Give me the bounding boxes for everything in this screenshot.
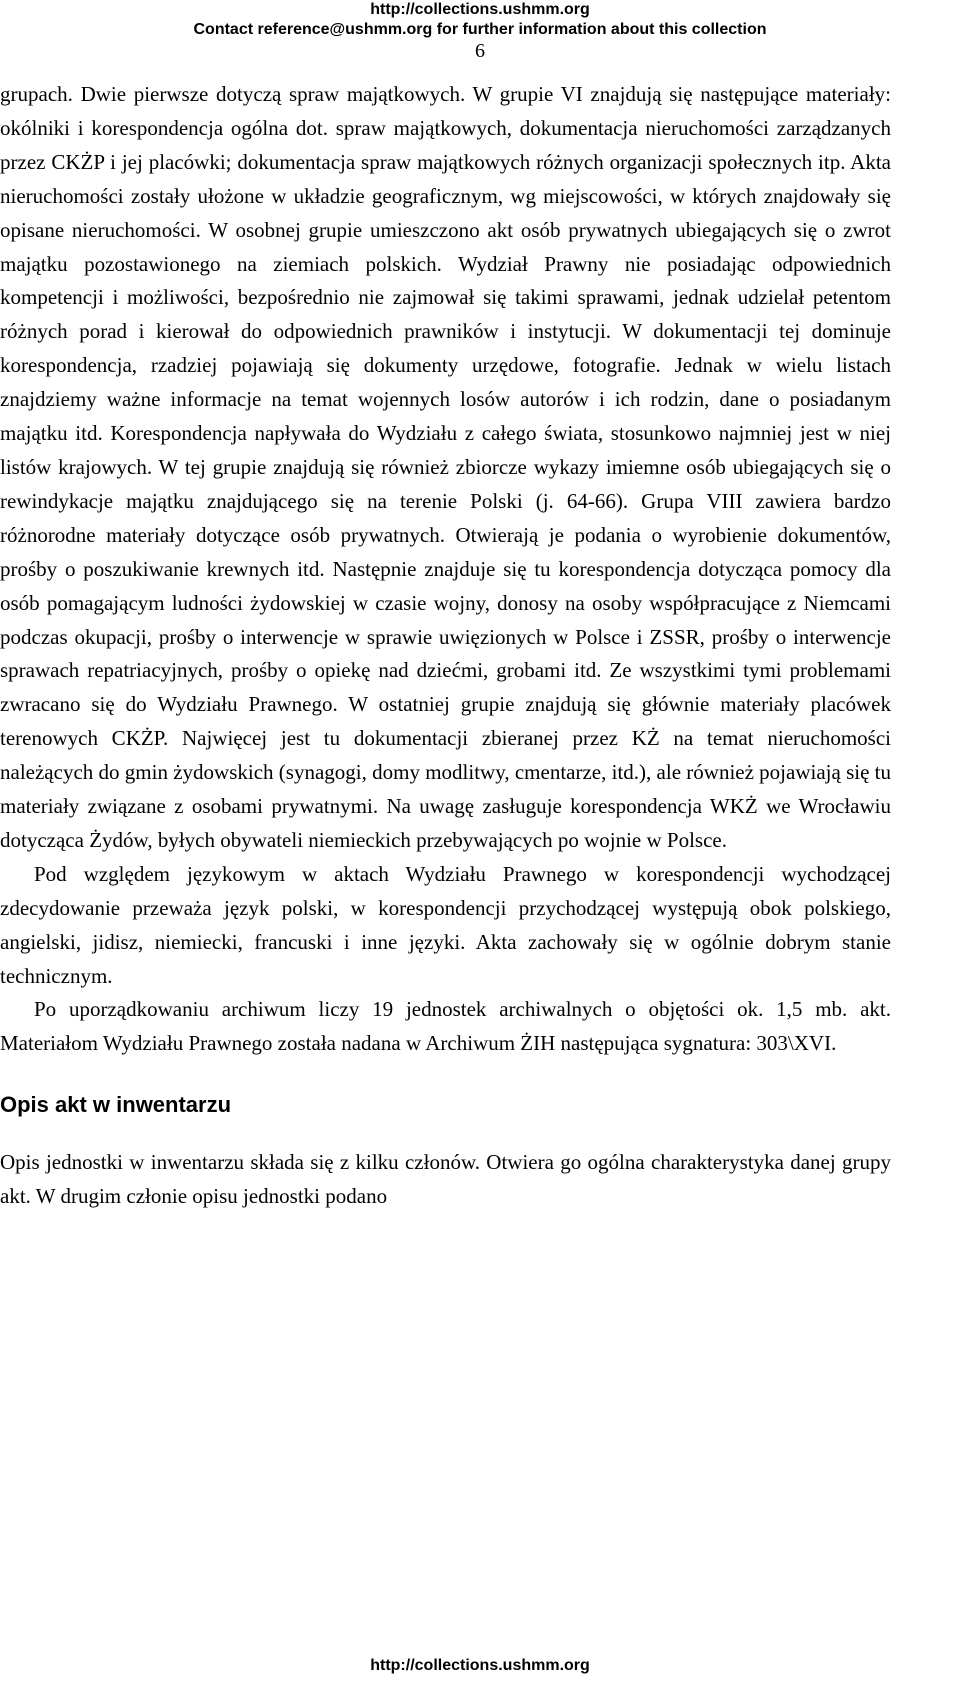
body-paragraph-1: grupach. Dwie pierwsze dotyczą spraw majątkowych. W grupie VI znajdują się następujące materiały: okólniki i korespondencja ogólna dot. spraw majątkowych, dokumentacja nieruchomości zarządzanych przez CKŻP i jej placówki; dokumentacja spraw majątkowych różnych organizacji społecznych itp. Akta nieruchomości zostały ułożone w układzie geograficznym, wg miejscowości, w których znajdowały się opisane nieruchomości. W osobnej grupie umieszczono akt osób prywatnych ubiegających się o zwrot majątku pozostawionego na ziemiach polskich. Wydział Prawny nie posiadając odpowiednich kompetencji i możliwości, bezpośrednio nie zajmował się takimi sprawami, jednak udzielał petentom różnych porad i kierował do odpowiednich prawników i instytucji. W dokumentacji tej dominuje korespondencja, rzadziej pojawiają się dokumenty urzędowe, fotografie. Jednak w wielu listach znajdziemy ważne informacje na temat wojennych losów autorów i ich rodzin, dane o posiadanym majątku itd. Korespondencja napływała do Wydziału z całego świata, stosunkowo najmniej jest w niej listów krajowych. W tej grupie znajdują się również zbiorcze wykazy imiemne osób ubiegających się o rewindykacje majątku znajdującego się na terenie Polski (j. 64-66). Grupa VIII zawiera bardzo różnorodne materiały dotyczące osób prywatnych. Otwierają je podania o wyrobienie dokumentów, prośby o poszukiwanie krewnych itd. Następnie znajduje się tu korespondencja dotycząca pomocy dla osób pomagającym ludności żydowskiej w czasie wojny, donosy na osoby współpracujące z Niemcami podczas okupacji, prośby o interwencje w sprawie uwięzionych w Polsce i ZSSR, prośby o interwencje sprawach repatriacyjnych, prośby o opiekę nad dziećmi, grobami itd. Ze wszystkimi tymi problemami zwracano się do Wydziału Prawnego. W ostatniej grupie znajdują się głównie materiały placówek terenowych CKŻP. Najwięcej jest tu dokumentacji zbieranej przez KŻ na temat nieruchomości należących do gmin żydowskich (synagogi, domy modlitwy, cmentarze, itd.), ale również pojawiają się tu materiały związane z osobami prywatnymi. Na uwagę zasługuje korespondencja WKŻ we Wrocławiu dotycząca Żydów, byłych obywateli niemieckich przebywających po wojnie w Polsce.: [0, 82, 891, 852]
body-paragraph-2: Pod względem językowym w aktach Wydziału Prawnego w korespondencji wychodzącej zdecydowanie przeważa język polski, w korespondencji przychodzącej występują obok polskiego, angielski, jidisz, niemiecki, francuski i inne języki. Akta zachowały się w ogólnie dobrym stanie technicznym.: [0, 861, 891, 988]
page-header: [0, 0, 960, 62]
page-footer-url: http://collections.ushmm.org: [370, 1657, 590, 1674]
body-paragraph-3: Po uporządkowaniu archiwum liczy 19 jednostek archiwalnych o objętości ok. 1,5 mb. akt. Materiałom Wydziału Prawnego została nadana w Archiwum ŻIH następująca sygnatura: 303\XVI.: [0, 997, 891, 1056]
page-number: 6: [475, 40, 485, 62]
section-heading: Opis akt w inwentarzu: [0, 1092, 232, 1118]
document-body: [0, 78, 891, 1214]
body-paragraph-4: Opis jednostki w inwentarzu składa się z kilku członów. Otwiera go ogólna charakterystyka danej grupy akt. W drugim członie opisu jednostki podano: [0, 1150, 891, 1209]
header-url: http://collections.ushmm.org: [370, 1, 590, 18]
header-contact: Contact reference@ushmm.org for further information about this collection: [193, 21, 767, 38]
